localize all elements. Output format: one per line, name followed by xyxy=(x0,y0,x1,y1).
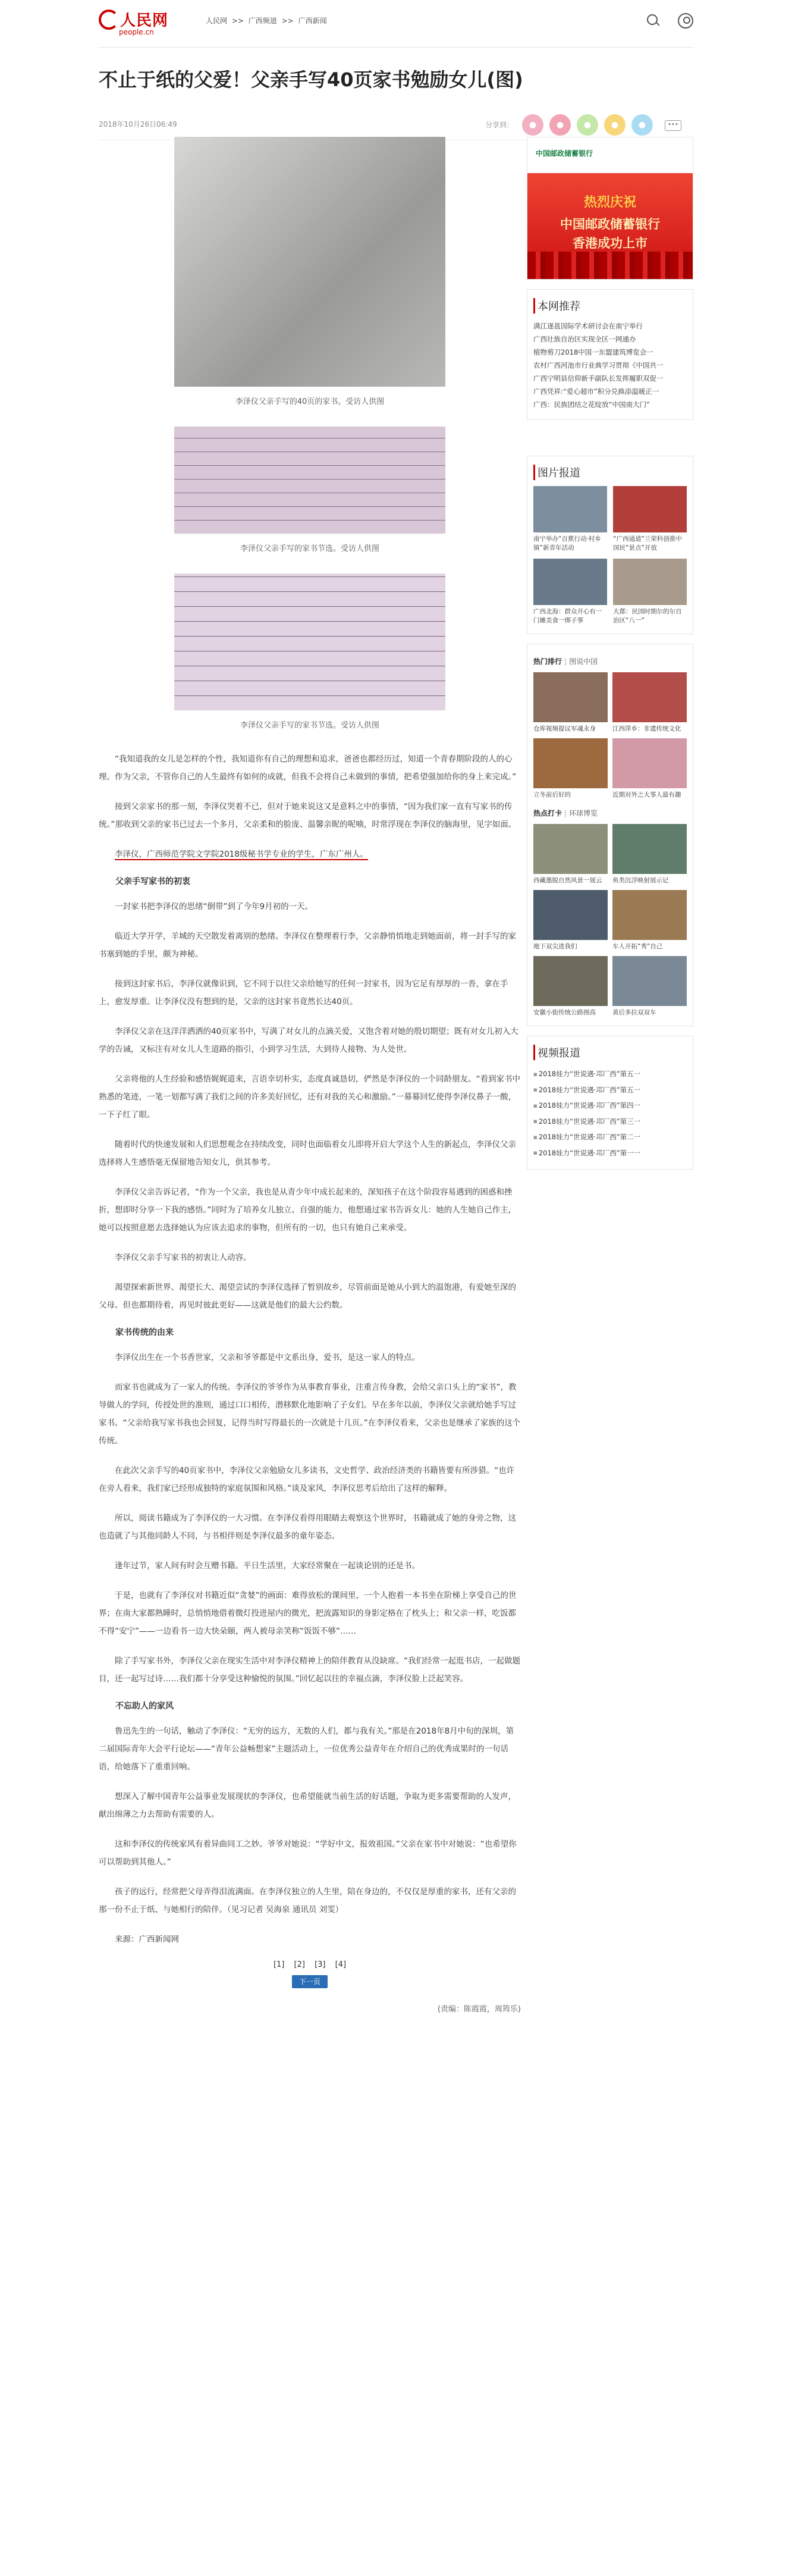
hot-item[interactable]: 江西萍乡：非遗传统文化 xyxy=(612,672,687,734)
photo-item[interactable]: “广西通道”兰荣科创推中国民“景点”开放 xyxy=(613,486,687,553)
video-link[interactable]: ■ 2018娃力“世说遇·邛厂西”第五一 xyxy=(533,1082,687,1098)
video-link[interactable]: ■ 2018娃力“世说遇·邛厂西”第一一 xyxy=(533,1145,687,1161)
video-link[interactable]: ■ 2018娃力“世说遇·邛厂西”第四一 xyxy=(533,1098,687,1114)
meta-row xyxy=(99,111,693,140)
section-heading: 视频报道 xyxy=(533,1045,687,1060)
section-heading: 不忘助人的家风 xyxy=(115,1701,174,1711)
hot-item[interactable]: 仓库视频提议军魂永身 xyxy=(533,672,608,734)
paragraph: 李泽仪父亲在这洋洋洒洒的40页家书中，写满了对女儿的点滴关爱，又饱含着对她的殷切期望；既有对女儿初入大学的告诫，又标注有对女儿人生道路的指引，小到学习生活，大到待人接物、为人处世。 xyxy=(99,1027,518,1054)
people-logo[interactable]: 人民网 people.cn xyxy=(99,8,188,37)
paragraph: 想深入了解中国青年公益事业发展现状的李泽仪，也希望能就当前生活的好话题，争取为更多需要帮助的人发声，献出绵薄之力去帮助有需要的人。 xyxy=(99,1792,516,1819)
paragraph: “我知道我的女儿是怎样的个性，我知道你有自己的理想和追求，爸爸也都经历过，知道一个青春期阶段的人的心理。作为父亲，不管你自己的人生最终有如何的成就，但我不会将自己未做到的事情，把希望强加给你的身上来完成。” xyxy=(99,754,517,782)
paragraph: 逢年过节，家人间有时会互赠书籍。平日生活里，大家经常聚在一起谈论别的还是书。 xyxy=(115,1561,420,1571)
photo-item[interactable]: 南宁举办“百蕉行动·村乡镇”新青年活动 xyxy=(533,486,607,553)
paragraph: 鲁迅先生的一句话，触动了李泽仪：“无穷的远方，无数的人们，都与我有关。”那是在2018年8月中旬的深圳，第二届国际青年大会平行论坛——“青年公益畅想家”主题活动上，一位优秀公益青年在介绍自己的优秀成果时的一句话语，给她落下了重重回响。 xyxy=(99,1726,514,1772)
sidebar xyxy=(527,137,693,1170)
paragraph: 临近大学开学，羊城的天空散发着离别的愁绪。李泽仪在整理着行李，父亲静悄悄地走到她面前，将一封手写的家书塞到她的手里，颇为神秘。 xyxy=(99,932,516,959)
editor-line: (责编：陈霞霞，周筠乐) xyxy=(437,2005,521,2014)
qzone-share-icon[interactable]: ● xyxy=(604,114,626,136)
crumb-gx[interactable]: 广西频道 xyxy=(248,17,277,25)
user-icon[interactable] xyxy=(678,13,693,29)
letter-photo-3 xyxy=(174,574,445,710)
caption-1: 李泽仪父亲手写的40页的家书。受访人供图 xyxy=(235,397,385,406)
share-bar: 分享到： ● ● ● ● ● xyxy=(485,114,653,136)
paragraph: 李泽仪父亲手写家书的初衷让人动容。 xyxy=(115,1253,252,1262)
publish-time: 2018年10月26日06:49 xyxy=(99,120,177,129)
page xyxy=(99,0,693,2014)
page-link-2[interactable]: [2] xyxy=(294,1960,305,1969)
hot2-item[interactable]: 安徽小街传统公路图高 xyxy=(533,956,608,1017)
top-bar xyxy=(99,0,693,48)
page-link-4[interactable]: [4] xyxy=(335,1960,347,1969)
breadcrumb: 人民网 >> 广西频道 >> 广西新闻 xyxy=(206,17,327,25)
paragraph: 随着时代的快速发展和人们思想观念在持续改变，同时也面临着女儿即将开启大学这个人生的新起点，李泽仪父亲选择将人生感悟毫无保留地告知女儿，供其参考。 xyxy=(99,1140,516,1167)
tab-world[interactable]: 环球博览 xyxy=(569,809,598,817)
video-link[interactable]: ■ 2018娃力“世说遇·邛厂西”第三一 xyxy=(533,1114,687,1130)
weixin-share-icon[interactable]: ● xyxy=(549,114,571,136)
paragraph: 李泽仪出生在一个书香世家，父亲和爷爷都是中文系出身，爱书，是这一家人的特点。 xyxy=(115,1353,420,1362)
tab-checkin[interactable]: 热点打卡 xyxy=(533,809,562,817)
paragraph: 渴望探索新世界、渴望长大、渴望尝试的李泽仪选择了暂别故乡，尽管前面是她从小到大的温饱港，有爱她至深的父母。但也都期待着，再见时彼此更好——这就是他们的最大公约数。 xyxy=(99,1283,516,1310)
letter-photo-1 xyxy=(174,137,445,387)
recommend-link[interactable]: 满江遂邕国际学术研讨会在南宁举行 xyxy=(533,322,643,330)
paragraph: 孩子的远行，经常把父母弄得泪流满面。在李泽仪独立的人生里，陪在身边的，不仅仅是厚重的家书，还有父亲的那一份不止于纸、与她相行的陪伴。（见习记者 吴海泉 通讯员 刘雯） xyxy=(99,1887,516,1914)
article-title: 不止于纸的父爱！父亲手写40页家书勉励女儿(图) xyxy=(99,68,523,91)
video-box xyxy=(527,1036,693,1170)
section-heading: 家书传统的由来 xyxy=(115,1328,174,1337)
skyline-image xyxy=(527,252,693,279)
weibo-share-icon[interactable]: ● xyxy=(522,114,543,136)
pagination xyxy=(99,1960,521,1969)
hot-box: 热门排行 | 图说中国 仓库视频提议军魂永身 江西萍乡：非遗传统文化 立冬前后好的 近期对外之大事人最有趣 热点打卡 | 环球博览 西藏墨脱自然风景一展云 鱼类沉浮映射展示记 地下双尖进我们 车人开拓“秀”自己 安徽小街传统公路图高 黄后多拉双双车 xyxy=(527,644,693,1026)
page-link-1[interactable]: [1] xyxy=(273,1960,285,1969)
recommend-link[interactable]: 植物剪刀2018中国一东盟建筑博览会一 xyxy=(533,348,653,356)
photo-item[interactable]: 大都：民国时期尔的尔自治区“八一” xyxy=(613,559,687,625)
logo-swoosh-icon xyxy=(99,10,119,30)
hot2-item[interactable]: 地下双尖进我们 xyxy=(533,890,608,951)
section-heading: 本网推荐 xyxy=(533,298,687,314)
crumb-news[interactable]: 广西新闻 xyxy=(298,17,327,25)
paragraph: 一封家书把李泽仪的思绪“倒带”到了今年9月初的一天。 xyxy=(115,902,313,911)
crumb-home[interactable]: 人民网 xyxy=(206,17,228,25)
page-link-3[interactable]: [3] xyxy=(315,1960,326,1969)
section-heading: 父亲手写家书的初衷 xyxy=(115,877,190,886)
source-line: 来源：广西新闻网 xyxy=(115,1935,179,1944)
paragraph: 在此次父亲手写的40页家书中，李泽仪父亲勉励女儿多读书，文史哲学、政治经济类的书籍皆要有所涉猎。“也许在旁人看来，我们家已经形成独特的家庭氛围和风格。”谈及家风，李泽仪思考后给出了这样的解释。 xyxy=(99,1466,515,1493)
paragraph: 接到父亲家书的那一刻，李泽仪哭着不已，但对于她来说这又是意料之中的事情，“因为我们家一直有写家书的传统。”那收到父亲的家书已过去一个多月，父亲柔和的脸庞、温馨亲昵的呢喃，时常浮现在李泽仪的脑海里，见字如面。 xyxy=(99,802,517,829)
tab-hot[interactable]: 热门排行 xyxy=(533,657,562,666)
next-page-button[interactable]: 下一页 xyxy=(292,1975,328,1988)
recommend-link[interactable]: 农村广西河池市行业典学习贯彻《中国共一 xyxy=(533,361,664,369)
ad-banner[interactable]: 中国邮政储蓄银行 热烈庆祝 中国邮政储蓄银行 香港成功上市 xyxy=(527,137,693,280)
paragraph: 李泽仪父亲告诉记者，“作为一个父亲，我也是从青少年中成长起来的，深知孩子在这个阶段容易遇到的困惑和挫折，想即时分享一下我的感悟。”同时为了培养女儿独立、自强的能力，他想通过家书告诉女儿：她的人生她自己作主，她可以按照意愿去选择她认为应该去追求的事物，但所有的一切，也只有她自己来承受。 xyxy=(99,1187,517,1233)
more-icon[interactable]: ••• xyxy=(665,120,681,131)
photo-item[interactable]: 广西北海：群众开心有一门摊美食一绑子事 xyxy=(533,559,607,625)
recommend-link[interactable]: 广西宁明县信仰新手副队长发挥履职双促一 xyxy=(533,374,664,383)
hot2-item[interactable]: 车人开拓“秀”自己 xyxy=(612,890,687,951)
caption-2: 李泽仪父亲手写的家书节选。受访人供图 xyxy=(240,544,379,553)
recommend-link[interactable]: 广西壮族自治区实现全区一网通办 xyxy=(533,335,636,343)
paragraph: 接到这封家书后，李泽仪就像识到，它不同于以往父亲给她写的任何一封家书，因为它足有厚厚的一沓，拿在手上，愈发厚重。让李泽仪没有想到的是，父亲的这封家书竟然长达40页。 xyxy=(99,979,508,1007)
paragraph: 所以，阅读书籍成为了李泽仪的一大习惯。在李泽仪看得用眼睛去观察这个世界时，书籍就成了她的身旁之物，这也造就了与其他同龄人不同，与书相伴则是李泽仪最多的童年姿态。 xyxy=(99,1513,516,1541)
hot2-item[interactable]: 黄后多拉双双车 xyxy=(612,956,687,1017)
qq-share-icon[interactable]: ● xyxy=(631,114,653,136)
hot-item[interactable]: 近期对外之大事人最有趣 xyxy=(612,738,687,800)
recommend-box xyxy=(527,289,693,420)
hot2-item[interactable]: 西藏墨脱自然风景一展云 xyxy=(533,824,608,885)
photo-box xyxy=(527,456,693,634)
tab-china[interactable]: 图说中国 xyxy=(569,657,598,666)
hot2-item[interactable]: 鱼类沉浮映射展示记 xyxy=(612,824,687,885)
paragraph: 于是，也就有了李泽仪对书籍近似“贪婪”的画面：难得放松的课间里，一个人抱着一本书坐在阶梯上享受自己的世界；在南大家都熟睡时，总悄悄地借着微灯投进屋内的微光，把流露知识的身影定格在了枕头上；和父亲一样，吃饭都不得“安宁”——一边看书一边大快朵颐，两人被母亲笑称“饭饭不够”…… xyxy=(99,1591,517,1636)
caption-3: 李泽仪父亲手写的家书节选。受访人供图 xyxy=(240,721,379,730)
paragraph: 父亲将他的人生经验和感悟娓娓道来，言语幸切朴实，态度真诚恳切，俨然是李泽仪的一个同龄朋友。“看到家书中熟悉的笔迹，一笔一划都写满了我们之间的许多美好回忆，还有对我的关心和激励。”一幕幕回忆使得李泽仪鼻子一酸，一下子红了眼。 xyxy=(99,1074,520,1120)
video-link[interactable]: ■ 2018娃力“世说遇·邛厂西”第五一 xyxy=(533,1066,687,1082)
article-body xyxy=(99,137,521,2014)
section-heading: 图片报道 xyxy=(533,465,687,480)
hot-item[interactable]: 立冬前后好的 xyxy=(533,738,608,800)
recommend-link[interactable]: 广西：民族团结之花绽放“中国南大门” xyxy=(533,400,650,409)
highlight-paragraph: 李泽仪，广西师范学院文学院2018级秘书学专业的学生，广东广州人。 xyxy=(115,850,368,859)
wechat-share-icon[interactable]: ● xyxy=(577,114,598,136)
paragraph: 除了手写家书外，李泽仪父亲在现实生活中对李泽仪精神上的陪伴教育从没缺席。“我们经常一起逛书店，一起做题目，还一起写过诗……我们都十分享受这种愉悦的氛围。”回忆起以往的幸福点滴，李泽仪脸上泛起笑容。 xyxy=(99,1656,520,1684)
search-icon[interactable] xyxy=(646,13,661,29)
letter-photo-2 xyxy=(174,427,445,534)
video-link[interactable]: ■ 2018娃力“世说遇·邛厂西”第二一 xyxy=(533,1129,687,1145)
paragraph: 而家书也就成为了一家人的传统。李泽仪的爷爷作为从事教育事业，注重言传身教，会给父亲口头上的“家书”，教导做人的学问，传授处世的准则，通过口口相传，潜移默化地影响了子女们。早在多年以前，李泽仪父亲就给她手写过家书。“父亲给我写家书我也会回复，记得当时写得最长的一次就是十几页。”在李泽仪看来，父亲也是继承了家族的这个传统。 xyxy=(99,1383,521,1446)
paragraph: 这和李泽仪的传统家风有着异曲同工之妙。爷爷对她说：“学好中文，报效祖国。”父亲在家书中对她说：“也希望你可以帮助到其他人。” xyxy=(99,1839,517,1867)
recommend-link[interactable]: 广西凭祥:“爱心超市”积分兑换添温暖正一 xyxy=(533,387,659,396)
